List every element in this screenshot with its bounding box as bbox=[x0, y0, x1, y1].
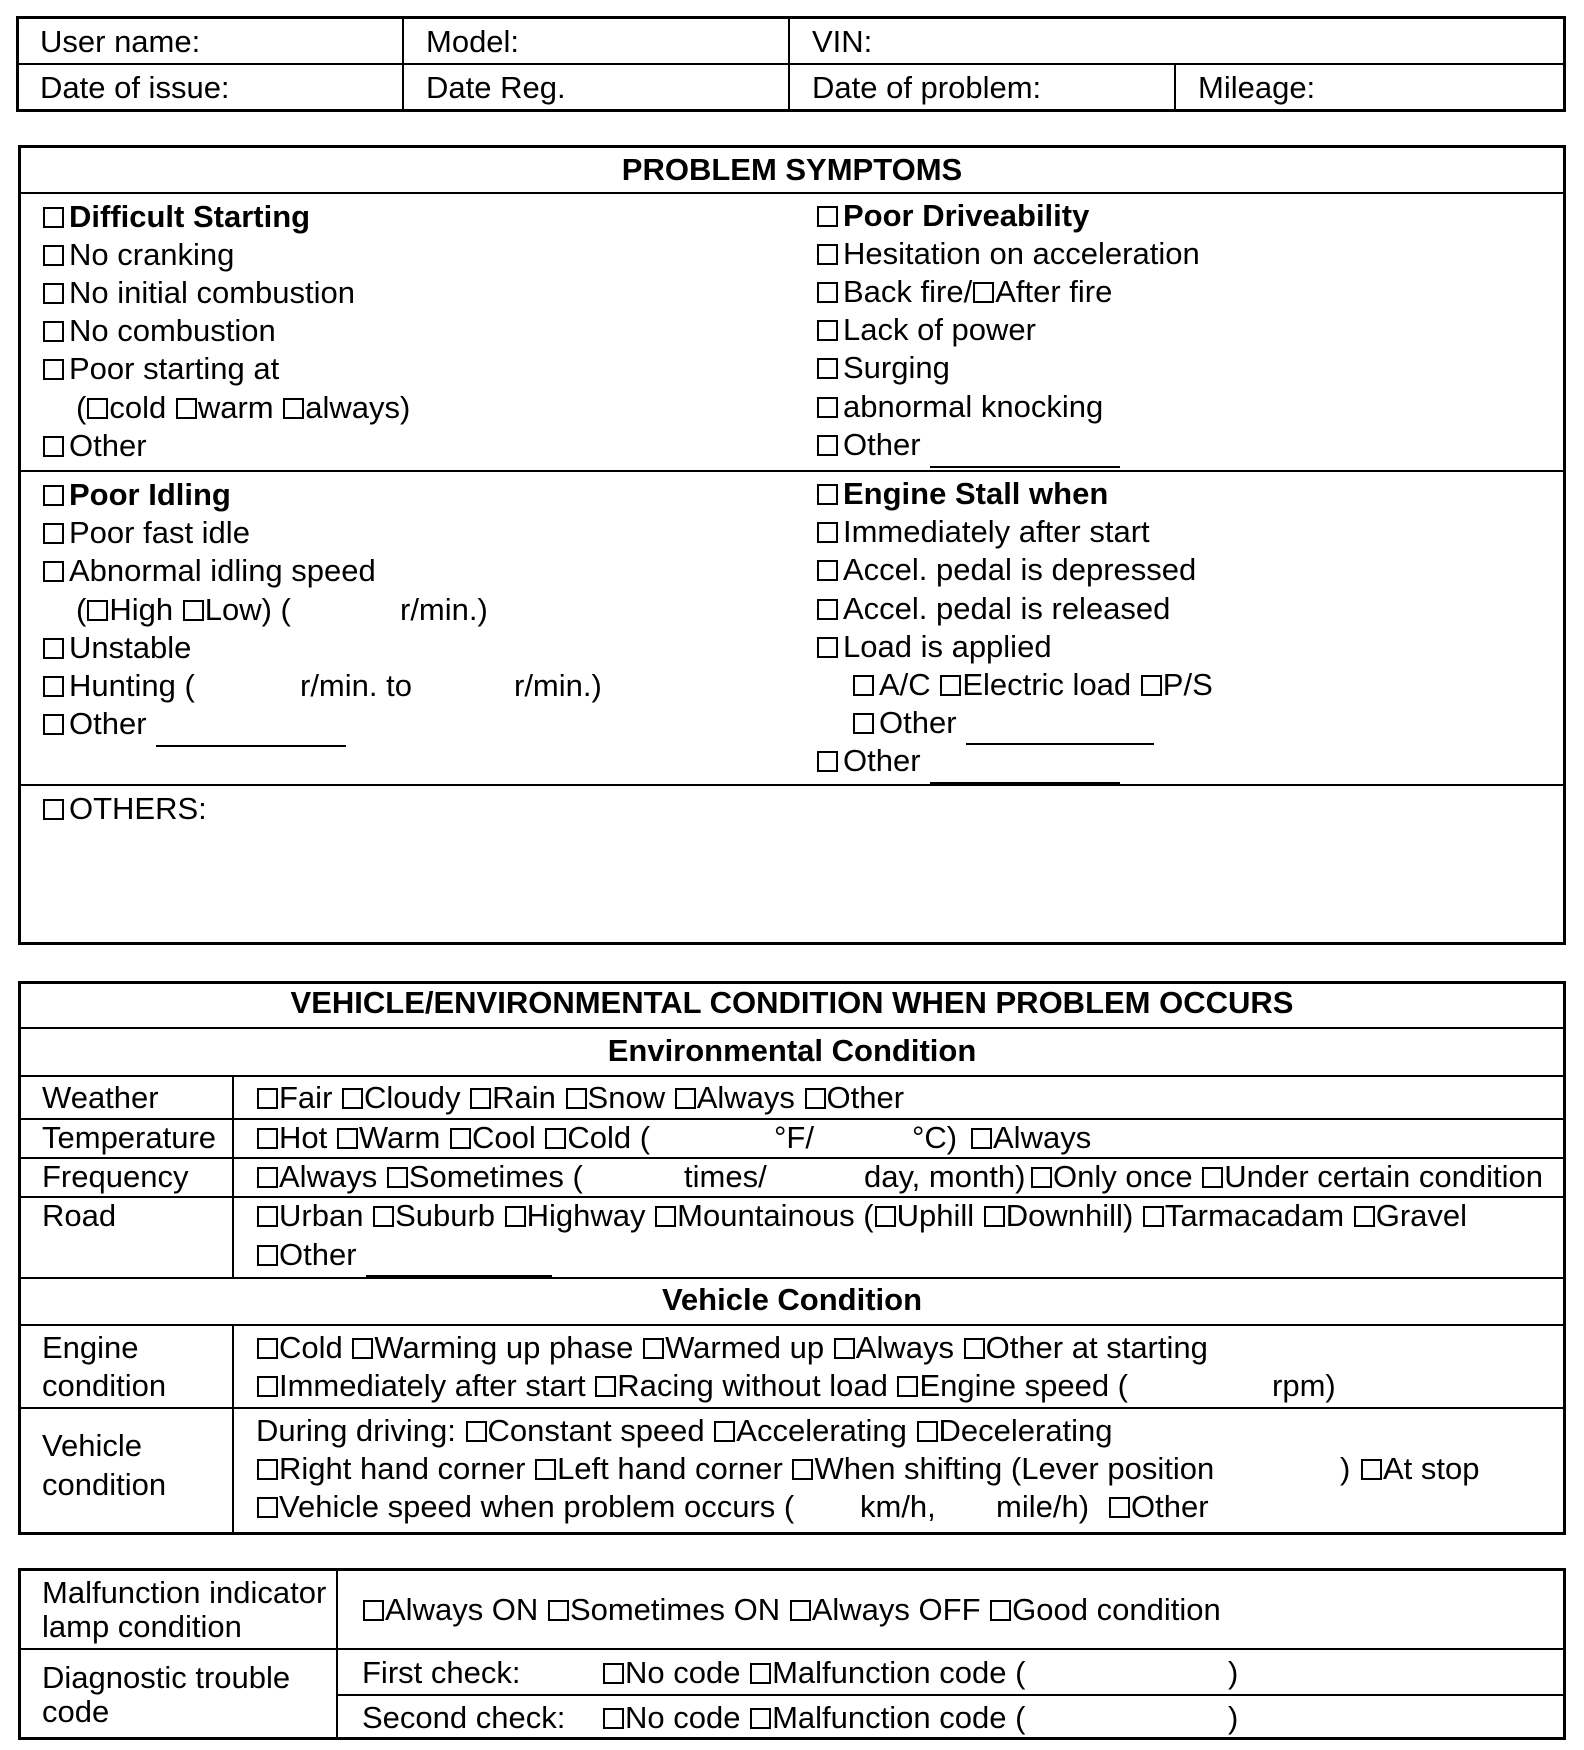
stall-depressed-checkbox[interactable] bbox=[816, 552, 1196, 588]
checkbox[interactable] bbox=[387, 1167, 408, 1188]
hunting-to-label: r/min. to bbox=[300, 668, 412, 703]
label: Malfunction code ( bbox=[772, 1700, 1026, 1735]
label: Low) ( bbox=[204, 592, 291, 627]
label: Engine speed ( bbox=[919, 1368, 1129, 1403]
unstable-checkbox[interactable] bbox=[42, 630, 191, 666]
checkbox[interactable] bbox=[43, 321, 64, 342]
checkbox[interactable] bbox=[257, 1167, 278, 1188]
no-cranking-checkbox[interactable] bbox=[42, 237, 234, 273]
checkbox[interactable] bbox=[817, 244, 838, 265]
load-options bbox=[852, 667, 1213, 703]
checkbox[interactable] bbox=[257, 1459, 278, 1480]
checkbox[interactable] bbox=[817, 560, 838, 581]
label: Abnormal idling speed bbox=[69, 553, 376, 588]
divider bbox=[336, 1694, 1566, 1696]
checkbox[interactable] bbox=[675, 1088, 696, 1109]
checkbox[interactable] bbox=[176, 398, 197, 419]
label: Other bbox=[69, 428, 147, 463]
label: No initial combustion bbox=[69, 275, 356, 310]
label: Model: bbox=[426, 24, 520, 59]
poor-fast-idle-checkbox[interactable] bbox=[42, 515, 250, 551]
checkbox[interactable] bbox=[43, 714, 64, 735]
label: Lack of power bbox=[843, 312, 1036, 347]
surging-checkbox[interactable] bbox=[816, 350, 950, 386]
label: VIN: bbox=[812, 24, 873, 59]
frequency-label: Frequency bbox=[42, 1159, 189, 1194]
times-label: times/ bbox=[684, 1159, 767, 1194]
label: Hot bbox=[279, 1120, 328, 1155]
label: Racing without load bbox=[617, 1368, 888, 1403]
label: Downhill) bbox=[1005, 1198, 1134, 1233]
kmh-label: km/h, bbox=[860, 1489, 936, 1524]
checkbox[interactable] bbox=[792, 1459, 813, 1480]
divider bbox=[1174, 63, 1176, 112]
label: At stop bbox=[1383, 1451, 1480, 1486]
label: Vehicle speed when problem occurs ( bbox=[279, 1489, 795, 1524]
frequency-options-2 bbox=[1030, 1159, 1543, 1195]
vehicle-speed-checkbox[interactable] bbox=[256, 1489, 794, 1525]
checkbox[interactable] bbox=[595, 1376, 616, 1397]
paren: ( bbox=[76, 390, 87, 425]
checkbox[interactable] bbox=[714, 1421, 735, 1442]
celsius-label: °C) bbox=[912, 1120, 958, 1155]
checkbox[interactable] bbox=[43, 523, 64, 544]
date-of-issue-field[interactable] bbox=[40, 70, 230, 106]
label: Cold ( bbox=[567, 1120, 651, 1155]
checkbox[interactable] bbox=[1361, 1459, 1382, 1480]
idling-rmin-label: r/min.) bbox=[400, 592, 488, 627]
label: Poor fast idle bbox=[69, 515, 250, 550]
engine-condition-label: condition bbox=[42, 1368, 167, 1403]
label: Other bbox=[279, 1237, 357, 1272]
checkbox[interactable] bbox=[817, 206, 838, 227]
checkbox[interactable] bbox=[257, 1245, 278, 1266]
idling-other-checkbox[interactable] bbox=[42, 706, 147, 742]
checkbox[interactable] bbox=[257, 1338, 278, 1359]
divider bbox=[18, 1277, 1566, 1279]
divider bbox=[18, 1075, 1566, 1077]
engine-options-row1 bbox=[256, 1330, 1208, 1366]
environmental-condition-title: Environmental Condition bbox=[607, 1033, 977, 1068]
second-check-label: Second check: bbox=[362, 1700, 566, 1735]
lever-close-label: ) bbox=[1340, 1451, 1351, 1486]
label: Good condition bbox=[1012, 1592, 1221, 1627]
backfire-checkbox[interactable] bbox=[816, 274, 1112, 310]
weather-label: Weather bbox=[42, 1080, 159, 1115]
checkbox[interactable] bbox=[853, 675, 874, 696]
poor-starting-checkbox[interactable] bbox=[42, 351, 279, 387]
checkbox[interactable] bbox=[505, 1206, 526, 1227]
label: Hunting ( bbox=[69, 668, 195, 703]
label: Always bbox=[279, 1159, 378, 1194]
label: High bbox=[109, 592, 174, 627]
others-checkbox[interactable] bbox=[42, 791, 207, 827]
label: cold bbox=[109, 390, 167, 425]
divider bbox=[18, 470, 1566, 472]
starting-other-checkbox[interactable] bbox=[42, 428, 147, 464]
label: Warm bbox=[358, 1120, 441, 1155]
fahrenheit-label: °F/ bbox=[774, 1120, 814, 1155]
checkbox[interactable] bbox=[1031, 1167, 1052, 1188]
label: Warmed up bbox=[665, 1330, 825, 1365]
label: Accel. pedal is depressed bbox=[843, 552, 1197, 587]
poor-starting-options bbox=[76, 390, 410, 426]
load-other-checkbox[interactable] bbox=[852, 705, 957, 741]
day-month-label: day, month) bbox=[864, 1159, 1026, 1194]
hesitation-checkbox[interactable] bbox=[816, 236, 1200, 272]
label: Immediately after start bbox=[279, 1368, 586, 1403]
label: Suburb bbox=[395, 1198, 496, 1233]
checkbox[interactable] bbox=[817, 397, 838, 418]
label: Load is applied bbox=[843, 629, 1052, 664]
label: Back fire/ bbox=[843, 274, 973, 309]
checkbox[interactable] bbox=[817, 522, 838, 543]
no-combustion-checkbox[interactable] bbox=[42, 313, 276, 349]
label: Date of issue: bbox=[40, 70, 230, 105]
checkbox[interactable] bbox=[87, 600, 108, 621]
checkbox[interactable] bbox=[1354, 1206, 1375, 1227]
label: When shifting (Lever position bbox=[814, 1451, 1215, 1486]
label: Engine Stall when bbox=[843, 476, 1109, 511]
dtc-label: Diagnostic trouble bbox=[42, 1660, 291, 1695]
label: Always ON bbox=[385, 1592, 539, 1627]
label: Tarmacadam bbox=[1164, 1198, 1345, 1233]
checkbox[interactable] bbox=[466, 1421, 487, 1442]
checkbox[interactable] bbox=[817, 599, 838, 620]
mil-label: Malfunction indicator bbox=[42, 1575, 327, 1610]
lack-of-power-checkbox[interactable] bbox=[816, 312, 1036, 348]
label: Only once bbox=[1053, 1159, 1193, 1194]
checkbox[interactable] bbox=[897, 1376, 918, 1397]
vehicle-options-row2 bbox=[256, 1451, 1214, 1487]
label: Mountainous ( bbox=[677, 1198, 874, 1233]
checkbox[interactable] bbox=[817, 435, 838, 456]
mileage-field[interactable] bbox=[1198, 70, 1315, 106]
checkbox[interactable] bbox=[43, 799, 64, 820]
label: Decelerating bbox=[938, 1413, 1113, 1448]
abnormal-idling-checkbox[interactable] bbox=[42, 553, 376, 589]
no-initial-combustion-checkbox[interactable] bbox=[42, 275, 355, 311]
checkbox[interactable] bbox=[817, 751, 838, 772]
paren: ( bbox=[76, 592, 87, 627]
label: Under certain condition bbox=[1224, 1159, 1543, 1194]
checkbox[interactable] bbox=[817, 484, 838, 505]
checkbox[interactable] bbox=[363, 1600, 384, 1621]
checkbox[interactable] bbox=[43, 359, 64, 380]
poor-driveability-checkbox[interactable] bbox=[816, 198, 1089, 234]
checkbox[interactable] bbox=[973, 282, 994, 303]
label: Poor Idling bbox=[69, 477, 231, 512]
other-underline bbox=[930, 782, 1120, 784]
checkbox[interactable] bbox=[548, 1600, 569, 1621]
label: Date of problem: bbox=[812, 70, 1042, 105]
checkbox[interactable] bbox=[1141, 675, 1162, 696]
vehicle-condition-title: Vehicle Condition bbox=[661, 1282, 923, 1317]
driveability-other-checkbox[interactable] bbox=[816, 427, 921, 463]
other-underline bbox=[156, 745, 346, 747]
hunting-end-label: r/min.) bbox=[514, 668, 602, 703]
idling-speed-options bbox=[76, 592, 291, 628]
checkbox[interactable] bbox=[283, 398, 304, 419]
label: During driving: bbox=[256, 1413, 456, 1448]
engine-options-row2 bbox=[256, 1368, 1128, 1404]
checkbox[interactable] bbox=[450, 1128, 471, 1149]
hunting-checkbox[interactable] bbox=[42, 668, 195, 704]
label: Always bbox=[696, 1080, 795, 1115]
label: Other bbox=[826, 1080, 905, 1115]
label: abnormal knocking bbox=[843, 389, 1104, 424]
second-check-options bbox=[602, 1700, 1025, 1736]
checkbox[interactable] bbox=[817, 358, 838, 379]
label: warm bbox=[197, 390, 274, 425]
section-title: VEHICLE/ENVIRONMENTAL CONDITION WHEN PROBLEM OCCURS bbox=[290, 985, 1294, 1020]
date-of-problem-field[interactable] bbox=[812, 70, 1041, 106]
other-underline bbox=[966, 743, 1154, 745]
vehicle-condition-label: condition bbox=[42, 1467, 167, 1502]
label: Cloudy bbox=[364, 1080, 461, 1115]
label: Always bbox=[993, 1120, 1092, 1155]
divider bbox=[788, 16, 790, 112]
checkbox[interactable] bbox=[790, 1600, 811, 1621]
checkbox[interactable] bbox=[566, 1088, 587, 1109]
checkbox[interactable] bbox=[257, 1497, 278, 1518]
label: Malfunction code ( bbox=[772, 1655, 1026, 1690]
mil-options bbox=[362, 1592, 1221, 1628]
checkbox[interactable] bbox=[853, 713, 874, 734]
difficult-starting-checkbox[interactable] bbox=[42, 199, 310, 235]
checkbox[interactable] bbox=[805, 1088, 826, 1109]
label: P/S bbox=[1162, 667, 1213, 702]
label: Snow bbox=[587, 1080, 666, 1115]
checkbox[interactable] bbox=[603, 1708, 624, 1729]
label: No combustion bbox=[69, 313, 276, 348]
checkbox[interactable] bbox=[183, 600, 204, 621]
label: Always bbox=[855, 1330, 954, 1365]
vehicle-condition-label: Vehicle bbox=[42, 1428, 142, 1463]
checkbox[interactable] bbox=[817, 637, 838, 658]
label: Other bbox=[69, 706, 147, 741]
engine-condition-label: Engine bbox=[42, 1330, 139, 1365]
divider bbox=[18, 784, 1566, 786]
checkbox[interactable] bbox=[43, 676, 64, 697]
mileh-label: mile/h) bbox=[996, 1489, 1090, 1524]
date-reg-field[interactable] bbox=[426, 70, 566, 106]
divider bbox=[18, 1648, 1566, 1650]
road-other-checkbox[interactable] bbox=[256, 1237, 357, 1273]
checkbox[interactable] bbox=[342, 1088, 363, 1109]
engine-stall-checkbox[interactable] bbox=[816, 476, 1108, 512]
poor-idling-checkbox[interactable] bbox=[42, 477, 231, 513]
user-name-field[interactable] bbox=[40, 24, 200, 60]
vehicle-other-checkbox[interactable] bbox=[1108, 1489, 1209, 1525]
label: Left hand corner bbox=[557, 1451, 783, 1486]
label: Fair bbox=[279, 1080, 333, 1115]
label: User name: bbox=[40, 24, 201, 59]
first-check-options bbox=[602, 1655, 1025, 1691]
checkbox[interactable] bbox=[917, 1421, 938, 1442]
label: Gravel bbox=[1375, 1198, 1468, 1233]
checkbox[interactable] bbox=[643, 1338, 664, 1359]
label: Hesitation on acceleration bbox=[843, 236, 1200, 271]
checkbox[interactable] bbox=[87, 398, 108, 419]
label: Mileage: bbox=[1198, 70, 1316, 105]
divider bbox=[402, 16, 404, 112]
first-check-close: ) bbox=[1228, 1655, 1239, 1690]
label: Other at starting bbox=[985, 1330, 1208, 1365]
label: Rain bbox=[492, 1080, 556, 1115]
divider bbox=[232, 1324, 234, 1535]
first-check-label: First check: bbox=[362, 1655, 521, 1690]
checkbox[interactable] bbox=[1202, 1167, 1223, 1188]
road-label: Road bbox=[42, 1198, 117, 1233]
checkbox[interactable] bbox=[1109, 1497, 1130, 1518]
checkbox[interactable] bbox=[43, 436, 64, 457]
checkbox[interactable] bbox=[971, 1128, 992, 1149]
second-check-close: ) bbox=[1228, 1700, 1239, 1735]
checkbox[interactable] bbox=[817, 320, 838, 341]
checkbox[interactable] bbox=[875, 1206, 896, 1227]
checkbox[interactable] bbox=[257, 1376, 278, 1397]
divider bbox=[336, 1568, 338, 1740]
checkbox[interactable] bbox=[1143, 1206, 1164, 1227]
label: Accel. pedal is released bbox=[843, 591, 1171, 626]
stall-other-checkbox[interactable] bbox=[816, 743, 921, 779]
divider bbox=[232, 1075, 234, 1278]
label: Surging bbox=[843, 350, 950, 385]
checkbox[interactable] bbox=[535, 1459, 556, 1480]
label: Accelerating bbox=[736, 1413, 907, 1448]
checkbox[interactable] bbox=[337, 1128, 358, 1149]
at-stop-checkbox[interactable] bbox=[1360, 1451, 1480, 1487]
label: always) bbox=[305, 390, 411, 425]
weather-options bbox=[256, 1080, 904, 1116]
divider bbox=[18, 1407, 1566, 1409]
label: Poor starting at bbox=[69, 351, 280, 386]
checkbox[interactable] bbox=[545, 1128, 566, 1149]
checkbox[interactable] bbox=[990, 1600, 1011, 1621]
other-underline bbox=[930, 466, 1120, 468]
label: Sometimes ON bbox=[569, 1592, 781, 1627]
divider bbox=[18, 1324, 1566, 1326]
stall-after-start-checkbox[interactable] bbox=[816, 514, 1150, 550]
label: Date Reg. bbox=[426, 70, 566, 105]
stall-released-checkbox[interactable] bbox=[816, 591, 1170, 627]
checkbox[interactable] bbox=[470, 1088, 491, 1109]
checkbox[interactable] bbox=[984, 1206, 1005, 1227]
frequency-options bbox=[256, 1159, 583, 1195]
section-title: PROBLEM SYMPTOMS bbox=[621, 152, 963, 187]
checkbox[interactable] bbox=[817, 282, 838, 303]
temperature-options bbox=[256, 1120, 650, 1156]
divider bbox=[18, 192, 1566, 194]
mil-label: lamp condition bbox=[42, 1609, 242, 1644]
divider bbox=[16, 63, 1566, 65]
checkbox[interactable] bbox=[834, 1338, 855, 1359]
checkbox[interactable] bbox=[750, 1663, 771, 1684]
checkbox[interactable] bbox=[257, 1128, 278, 1149]
label: Other bbox=[843, 427, 921, 462]
model-field[interactable] bbox=[426, 24, 519, 60]
vin-field[interactable] bbox=[812, 24, 872, 60]
checkbox[interactable] bbox=[43, 207, 64, 228]
rpm-label: rpm) bbox=[1272, 1368, 1336, 1403]
label: Uphill bbox=[896, 1198, 975, 1233]
checkbox[interactable] bbox=[257, 1088, 278, 1109]
checkbox[interactable] bbox=[964, 1338, 985, 1359]
label: OTHERS: bbox=[69, 791, 207, 826]
label: Other bbox=[879, 705, 957, 740]
checkbox[interactable] bbox=[43, 561, 64, 582]
label: After fire bbox=[995, 274, 1113, 309]
label: Highway bbox=[526, 1198, 646, 1233]
label: Electric load bbox=[962, 667, 1132, 702]
checkbox[interactable] bbox=[603, 1663, 624, 1684]
label: No code bbox=[625, 1655, 741, 1690]
checkbox[interactable] bbox=[43, 245, 64, 266]
dtc-label: code bbox=[42, 1694, 110, 1729]
label: Warming up phase bbox=[374, 1330, 634, 1365]
label: Urban bbox=[279, 1198, 364, 1233]
checkbox[interactable] bbox=[655, 1206, 676, 1227]
divider bbox=[18, 1027, 1566, 1029]
temperature-label: Temperature bbox=[42, 1120, 217, 1155]
checkbox[interactable] bbox=[352, 1338, 373, 1359]
abnormal-knocking-checkbox[interactable] bbox=[816, 389, 1103, 425]
checkbox[interactable] bbox=[43, 638, 64, 659]
label: Sometimes ( bbox=[408, 1159, 583, 1194]
label: Cold bbox=[279, 1330, 343, 1365]
checkbox[interactable] bbox=[43, 485, 64, 506]
problem-symptoms-table bbox=[18, 145, 1566, 945]
checkbox[interactable] bbox=[257, 1206, 278, 1227]
label: Other bbox=[843, 743, 921, 778]
label: Always OFF bbox=[811, 1592, 981, 1627]
checkbox[interactable] bbox=[940, 675, 961, 696]
stall-load-checkbox[interactable] bbox=[816, 629, 1052, 665]
label: Right hand corner bbox=[279, 1451, 526, 1486]
checkbox[interactable] bbox=[373, 1206, 394, 1227]
label: Other bbox=[1131, 1489, 1209, 1524]
label: Immediately after start bbox=[843, 514, 1150, 549]
temperature-always-checkbox[interactable] bbox=[970, 1120, 1091, 1156]
label: No cranking bbox=[69, 237, 235, 272]
road-options bbox=[256, 1198, 1467, 1234]
label: Constant speed bbox=[487, 1413, 705, 1448]
label: Difficult Starting bbox=[69, 199, 311, 234]
checkbox[interactable] bbox=[750, 1708, 771, 1729]
label: A/C bbox=[879, 667, 931, 702]
vehicle-options-row1 bbox=[256, 1413, 1113, 1449]
label: Poor Driveability bbox=[843, 198, 1090, 233]
checkbox[interactable] bbox=[43, 283, 64, 304]
other-underline bbox=[366, 1275, 552, 1277]
label: Unstable bbox=[69, 630, 192, 665]
label: No code bbox=[625, 1700, 741, 1735]
label: Cool bbox=[472, 1120, 536, 1155]
